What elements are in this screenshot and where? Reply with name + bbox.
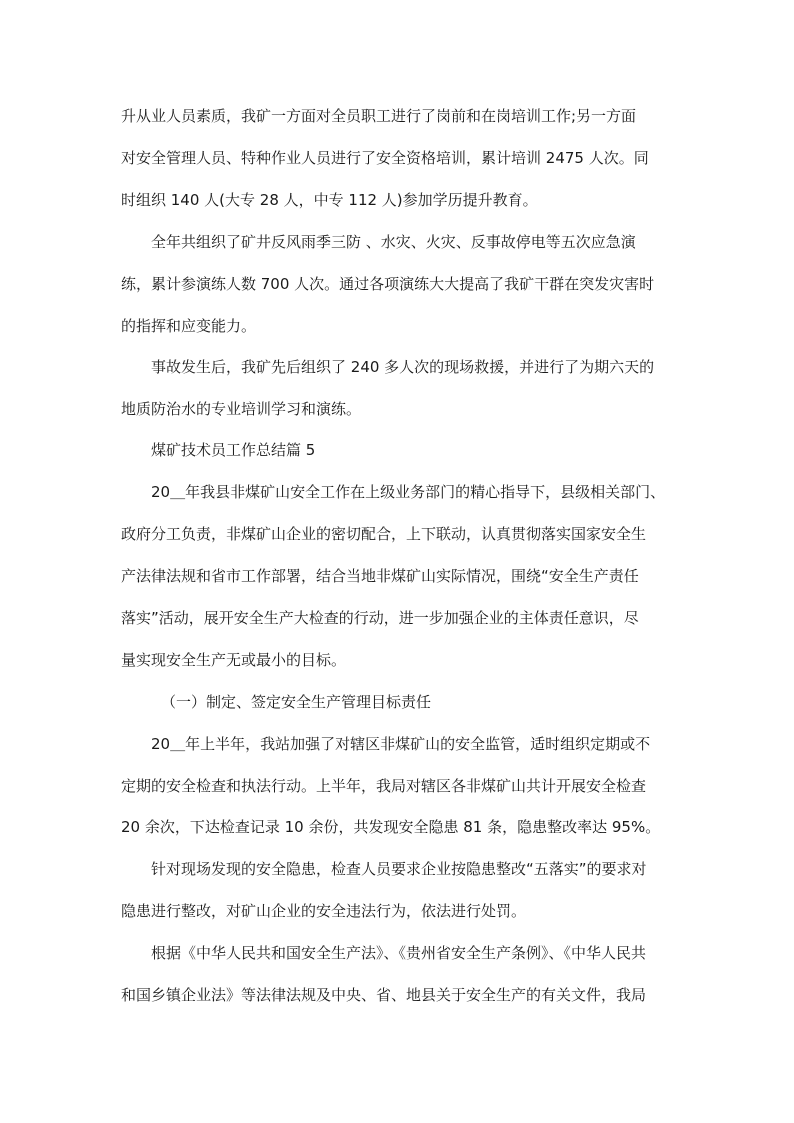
text-line: 时组织 140 人(大专 28 人，中专 112 人)参加学历提升教育。 <box>121 191 538 209</box>
text-line: 隐患进行整改，对矿山企业的安全违法行为，依法进行处罚。 <box>121 902 527 920</box>
text-line: 量实现安全生产无或最小的目标。 <box>121 651 347 669</box>
text-line: 全年共组织了矿井反风雨季三防 、水灾、火灾、反事故停电等五次应急演 <box>151 233 636 251</box>
subsection-heading: （一）制定、签定安全生产管理目标责任 <box>161 693 432 711</box>
text-line: 落实”活动，展开安全生产大检查的行动，进一步加强企业的主体责任意识，尽 <box>121 609 639 627</box>
text-line: 练，累计参演练人数 700 人次。通过各项演练大大提高了我矿干群在突发灾害时 <box>121 275 655 293</box>
text-line: 地质防治水的专业培训学习和演练。 <box>121 400 362 418</box>
text-line: 针对现场发现的安全隐患，检查人员要求企业按隐患整改“五落实”的要求对 <box>151 860 647 878</box>
text-line: 定期的安全检查和执法行动。上半年，我局对辖区各非煤矿山共计开展安全检查 <box>121 777 647 795</box>
text-line: 20 余次，下达检查记录 10 余份，共发现安全隐患 81 条，隐患整改率达 95%。 <box>121 818 661 836</box>
text-line: 升从业人员素质，我矿一方面对全员职工进行了岗前和在岗培训工作;另一方面 <box>121 107 637 125</box>
text-line: 产法律法规和省市工作部署，结合当地非煤矿山实际情况，围绕“安全生产责任 <box>121 567 639 585</box>
text-line: 20＿年上半年，我站加强了对辖区非煤矿山的安全监管，适时组织定期或不 <box>151 735 651 753</box>
text-line: 和国乡镇企业法》等法律法规及中央、省、地县关于安全生产的有关文件，我局 <box>121 986 647 1004</box>
section-heading: 煤矿技术员工作总结篇 5 <box>151 441 316 459</box>
text-line: 事故发生后，我矿先后组织了 240 多人次的现场救援，并进行了为期六天的 <box>151 358 655 376</box>
text-line: 的指挥和应变能力。 <box>121 317 257 335</box>
text-line: 对安全管理人员、特种作业人员进行了安全资格培训，累计培训 2475 人次。同 <box>121 149 649 167</box>
text-line: 根据《中华人民共和国安全生产法》、《贵州省安全生产条例》、《中华人民共 <box>151 944 647 962</box>
text-line: 政府分工负责，非煤矿山企业的密切配合，上下联动，认真贯彻落实国家安全生 <box>121 525 647 543</box>
text-line: 20＿年我县非煤矿山安全工作在上级业务部门的精心指导下，县级相关部门、 <box>151 483 666 501</box>
